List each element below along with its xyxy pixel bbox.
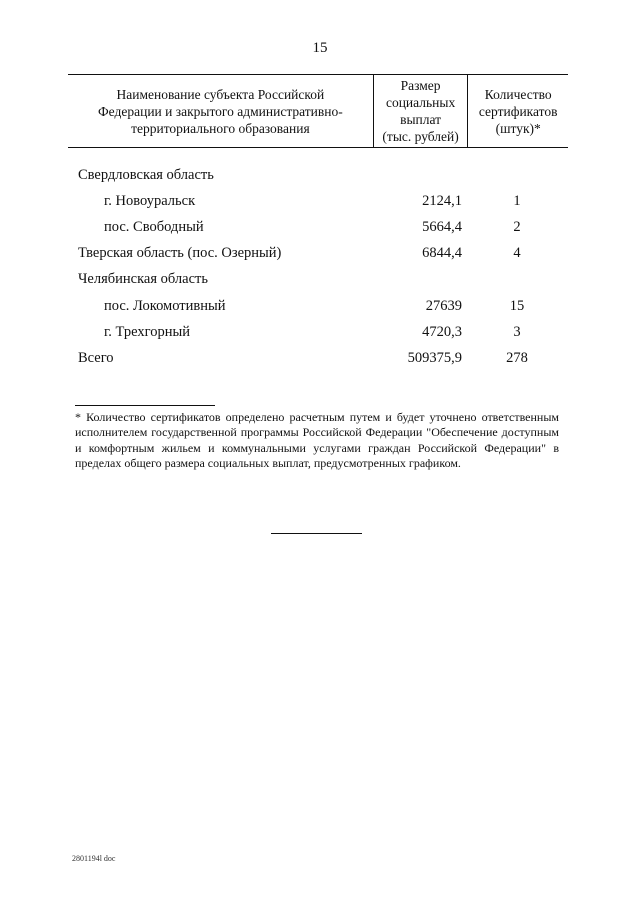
header-certificate-count: Количество сертификатов (штук)* <box>478 86 558 136</box>
table-row <box>68 214 568 240</box>
row-name: пос. Свободный <box>104 218 204 235</box>
footnote-text: * Количество сертификатов определено расчетным путем и будет уточнено ответственным исполнителем государственной программы Российской Федерации "Обеспечение доступным и комфортным жильем и коммунальными услугами граждан Российской Федерации" в пределах общего размера социальных выплат, предусмотренных графиком. <box>75 410 559 470</box>
footnote-divider <box>75 405 215 406</box>
row-name: Всего <box>78 349 114 366</box>
certificates-table <box>68 74 568 372</box>
header-subject-name: Наименование субъекта Российской Федерации и закрытого административно- территориального образования <box>98 86 343 136</box>
row-name: г. Трехгорный <box>104 323 190 340</box>
table-body <box>68 162 568 372</box>
row-sum: 5664,4 <box>422 218 462 235</box>
row-name: Свердловская область <box>78 166 214 183</box>
page-number: 15 <box>312 40 328 56</box>
row-sum: 27639 <box>425 297 462 314</box>
table-row <box>68 241 568 267</box>
table-row <box>68 188 568 214</box>
table-row <box>68 293 568 319</box>
table-header-row <box>68 74 568 148</box>
end-divider <box>271 533 362 534</box>
header-payment-size: Размер социальных выплат (тыс. рублей) <box>373 75 469 147</box>
row-count: 3 <box>513 323 521 340</box>
row-count: 278 <box>506 349 528 366</box>
row-count: 15 <box>509 297 525 314</box>
row-count: 1 <box>513 192 521 209</box>
row-name: Тверская область (пос. Озерный) <box>78 245 282 262</box>
row-sum: 4720,3 <box>422 323 462 340</box>
row-name: г. Новоуральск <box>104 192 196 209</box>
document-code: 2801194l doc <box>72 854 116 863</box>
row-sum: 509375,9 <box>407 349 462 366</box>
table-row <box>68 162 568 188</box>
table-row <box>68 319 568 345</box>
table-row-total <box>68 345 568 371</box>
table-row <box>68 267 568 293</box>
row-name: Челябинская область <box>78 271 208 288</box>
row-count: 4 <box>513 245 521 262</box>
row-sum: 2124,1 <box>422 192 462 209</box>
row-count: 2 <box>513 218 521 235</box>
row-sum: 6844,4 <box>422 245 462 262</box>
row-name: пос. Локомотивный <box>104 297 226 314</box>
